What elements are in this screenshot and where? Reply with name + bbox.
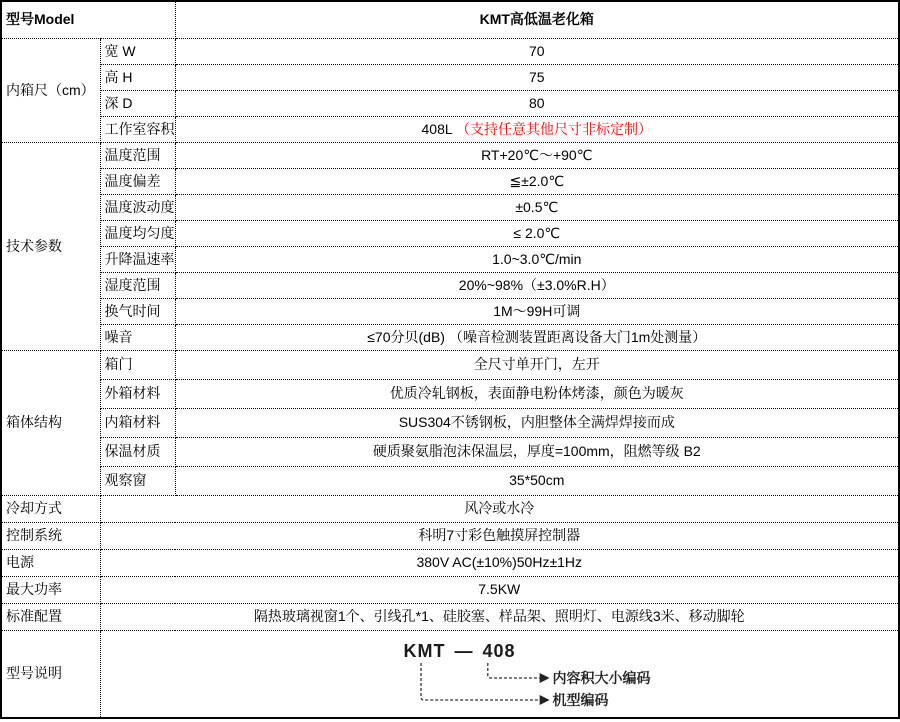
row-label-standard-config: 标准配置	[1, 604, 100, 631]
param-label: 保温材质	[100, 438, 175, 467]
table-row	[1, 577, 899, 604]
param-value: 硬质聚氨脂泡沫保温层，厚度=100mm，阻燃等级 B2	[175, 438, 899, 467]
param-label: 深 D	[100, 91, 175, 117]
param-value: ≦±2.0℃	[175, 169, 899, 195]
param-value: ±0.5℃	[175, 195, 899, 221]
param-value: 7.5KW	[100, 577, 899, 604]
table-row	[1, 438, 899, 467]
table-row	[1, 1, 899, 39]
group-label-inner-size: 内箱尺（cm）	[1, 39, 100, 143]
param-value: 1M～99H可调	[175, 299, 899, 325]
param-value: 70	[175, 39, 899, 65]
param-label: 箱门	[100, 351, 175, 380]
param-label: 温度偏差	[100, 169, 175, 195]
volume-value: 408L	[421, 120, 457, 137]
custom-size-note: （支持任意其他尺寸非标定制）	[456, 120, 653, 137]
param-label: 温度均匀度	[100, 221, 175, 247]
model-diagram-cell	[100, 631, 899, 719]
param-value: 科明7寸彩色触摸屏控制器	[100, 523, 899, 550]
table-row	[1, 195, 899, 221]
table-row	[1, 117, 899, 143]
table-row	[1, 604, 899, 631]
type-code-label: 机型编码	[552, 692, 609, 708]
row-label-model-explanation: 型号说明	[1, 631, 100, 719]
table-row	[1, 273, 899, 299]
model-separator: —	[454, 641, 474, 661]
param-label: 湿度范围	[100, 273, 175, 299]
param-label: 观察窗	[100, 467, 175, 496]
row-label-controller: 控制系统	[1, 523, 100, 550]
table-row	[1, 169, 899, 195]
param-label: 温度范围	[100, 143, 175, 169]
param-label: 换气时间	[100, 299, 175, 325]
product-title: KMT高低温老化箱	[175, 1, 899, 39]
row-label-max-power: 最大功率	[1, 577, 100, 604]
param-value: 20%~98%（±3.0%R.H）	[175, 273, 899, 299]
table-row	[1, 91, 899, 117]
table-row	[1, 409, 899, 438]
param-value: 1.0~3.0℃/min	[175, 247, 899, 273]
row-label-cooling: 冷却方式	[1, 496, 100, 523]
param-value: 75	[175, 65, 899, 91]
param-label: 高 H	[100, 65, 175, 91]
volume-code-label: 内容积大小编码	[552, 670, 651, 686]
param-value: 隔热玻璃视窗1个、引线孔*1、硅胶塞、样品架、照明灯、电源线3米、移动脚轮	[100, 604, 899, 631]
param-value: 风冷或水冷	[100, 496, 899, 523]
param-label: 工作室容积	[100, 117, 175, 143]
model-code-diagram	[101, 631, 899, 717]
param-value	[175, 117, 899, 143]
table-row	[1, 143, 899, 169]
param-value: 优质冷轧钢板，表面静电粉体烤漆，颜色为暖灰	[175, 380, 899, 409]
table-row	[1, 550, 899, 577]
table-row	[1, 247, 899, 273]
table-row	[1, 351, 899, 380]
param-value: ≤ 2.0℃	[175, 221, 899, 247]
param-value: 全尺寸单开门，左开	[175, 351, 899, 380]
param-value: RT+20℃～+90℃	[175, 143, 899, 169]
table-row	[1, 631, 899, 719]
model-prefix: KMT	[403, 641, 446, 661]
param-label: 温度波动度	[100, 195, 175, 221]
model-row-label: 型号Model	[1, 1, 175, 39]
table-row	[1, 221, 899, 247]
table-row	[1, 325, 899, 351]
table-row	[1, 65, 899, 91]
param-label: 噪音	[100, 325, 175, 351]
param-value: SUS304不锈钢板，内胆整体全满焊焊接而成	[175, 409, 899, 438]
param-value: 80	[175, 91, 899, 117]
param-value: ≤70分贝(dB) （噪音检测装置距离设备大门1m处测量）	[175, 325, 899, 351]
group-label-structure: 箱体结构	[1, 351, 100, 496]
param-value: 35*50cm	[175, 467, 899, 496]
model-code-text	[404, 640, 516, 663]
table-row	[1, 380, 899, 409]
param-label: 内箱材料	[100, 409, 175, 438]
param-label: 外箱材料	[100, 380, 175, 409]
row-label-power-supply: 电源	[1, 550, 100, 577]
table-row	[1, 299, 899, 325]
group-label-tech-params: 技术参数	[1, 143, 100, 351]
model-number: 408	[482, 641, 516, 661]
table-row	[1, 467, 899, 496]
table-row	[1, 523, 899, 550]
param-label: 宽 W	[100, 39, 175, 65]
table-row	[1, 496, 899, 523]
param-value: 380V AC(±10%)50Hz±1Hz	[100, 550, 899, 577]
param-label: 升降温速率	[100, 247, 175, 273]
table-row	[1, 39, 899, 65]
